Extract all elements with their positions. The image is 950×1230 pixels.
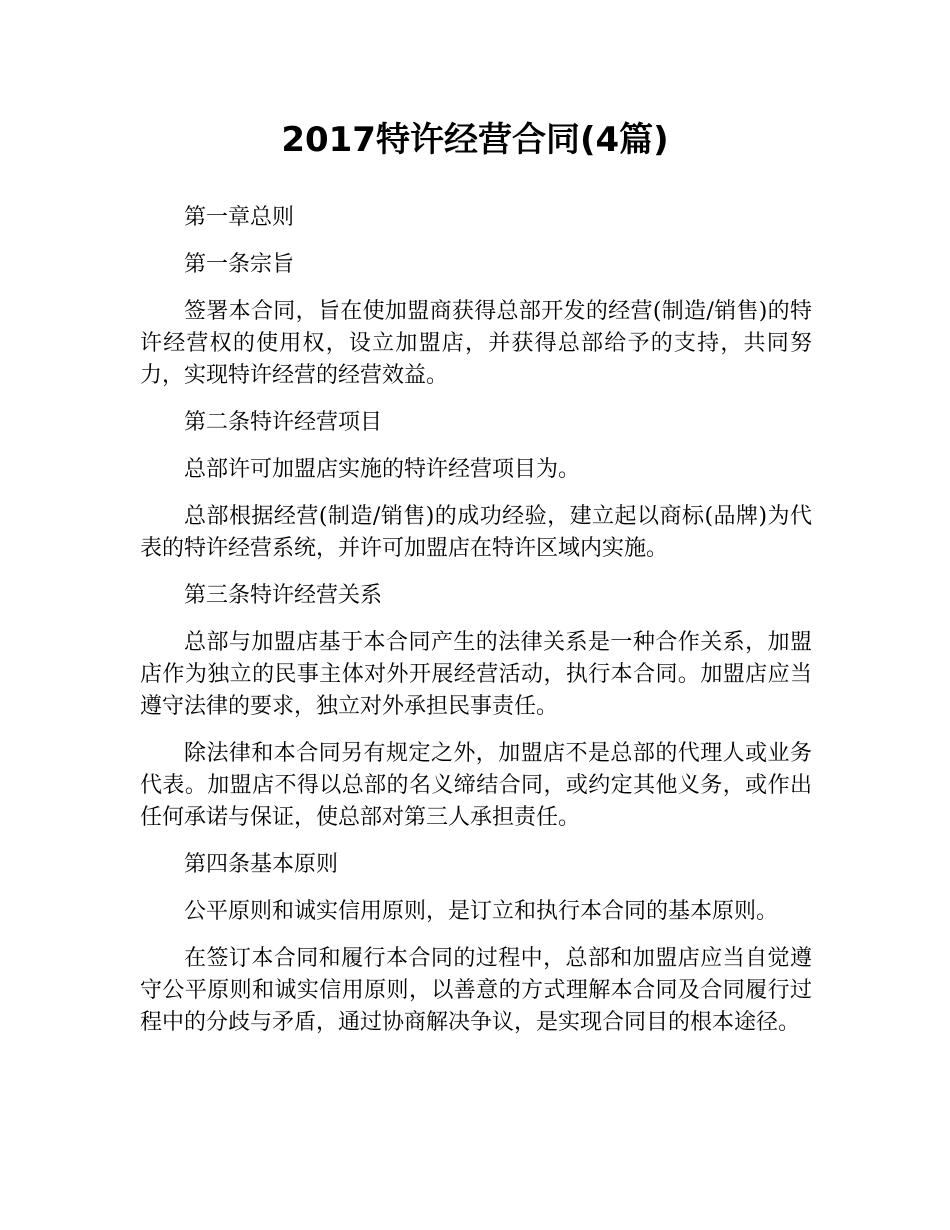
paragraph: 总部许可加盟店实施的特许经营项目为。: [184, 457, 581, 482]
paragraph: 在签订本合同和履行本合同的过程中，总部和加盟店应当自觉遵守公平原则和诚实信用原则，以善意的方式理解本合同及合同履行过程中的分歧与矛盾，通过协商解决争议，是实现合同目的根本途径。: [140, 946, 812, 1035]
article-heading: 第二条特许经营项目: [184, 410, 383, 435]
paragraph: 总部与加盟店基于本合同产生的法律关系是一种合作关系，加盟店作为独立的民事主体对外开展经营活动，执行本合同。加盟店应当遵守法律的要求，独立对外承担民事责任。: [140, 630, 812, 719]
article-heading: 第四条基本原则: [184, 852, 339, 877]
paragraph: 除法律和本合同另有规定之外，加盟店不是总部的代理人或业务代表。加盟店不得以总部的名义缔结合同，或约定其他义务，或作出任何承诺与保证，使总部对第三人承担责任。: [140, 741, 812, 830]
article-heading: 第一条宗旨: [184, 252, 295, 277]
chapter-heading: 第一章总则: [184, 205, 295, 230]
paragraph: 公平原则和诚实信用原则，是订立和执行本合同的基本原则。: [184, 899, 779, 924]
document-body: [140, 202, 812, 1054]
article-heading: 第三条特许经营关系: [184, 583, 383, 608]
page-title: 2017特许经营合同(4篇): [281, 120, 669, 160]
paragraph: 总部根据经营(制造/销售)的成功经验，建立起以商标(品牌)为代表的特许经营系统，并许可加盟店在特许区域内实施。: [140, 504, 812, 561]
paragraph: 签署本合同，旨在使加盟商获得总部开发的经营(制造/销售)的特许经营权的使用权，设立加盟店，并获得总部给予的支持，共同努力，实现特许经营的经营效益。: [140, 299, 812, 388]
